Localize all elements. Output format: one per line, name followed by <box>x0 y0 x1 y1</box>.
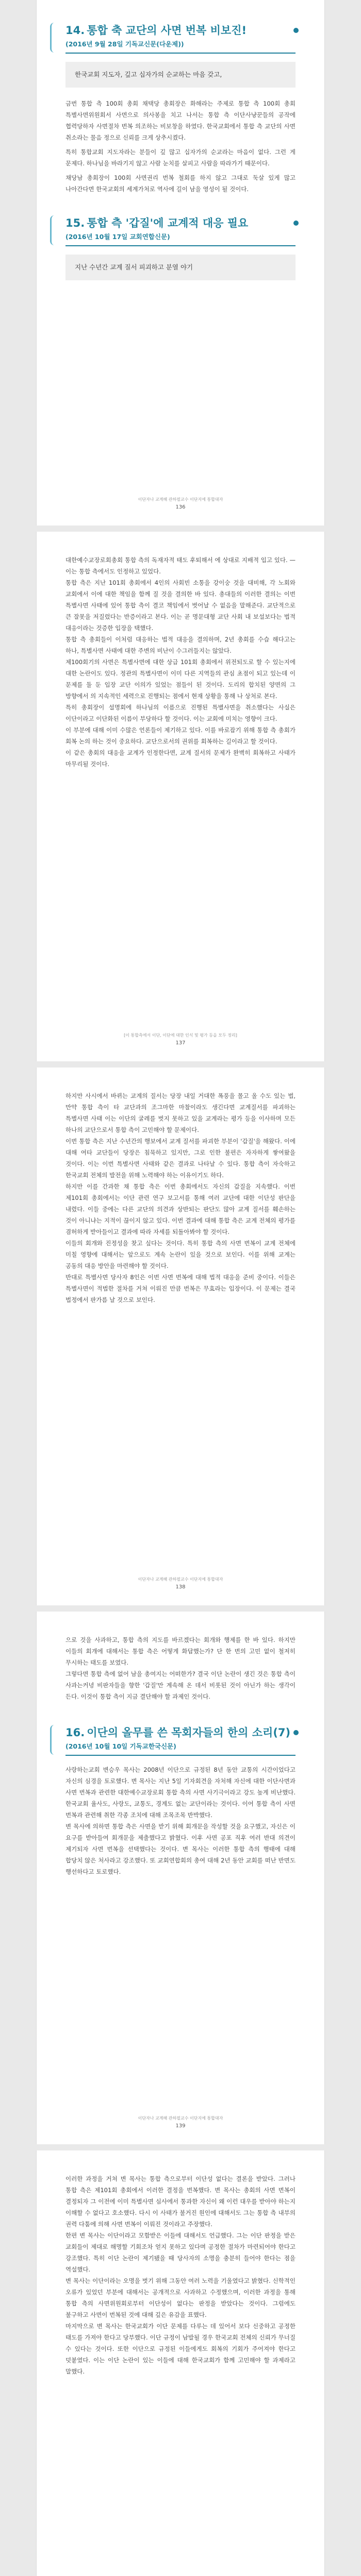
body-paragraph: 반대로 특별사면 당사자 8인은 이번 사면 번복에 대해 법적 대응을 준비 중이다. 이들은 특별사면이 적법한 절차를 거쳐 이뤄진 만큼 번복은 무효라는 입장이다. 이 문제는 결국 법정에서 판가름 날 것으로 보인다. <box>65 1274 296 1303</box>
footer-caption: 이단자나 교계해 관하필교수 이단지에 통합대자 <box>138 1577 223 1582</box>
body-paragraph: 하지만 이를 간과한 채 통합 측은 이번 총회에서도 자신의 갑질을 지속했다. 이번 제101회 총회에서는 이단 관련 연구 보고서를 통해 여러 교단에 대한 이단성 판단을 내렸다. 이들 중에는 다른 교단의 의견과 상반되는 판단도 많아 교계 질서를 훼손하는 것이 아니냐는 지적이 끊이지 않고 있다. 이번 결과에 대해 통합 측은 교계 전체의 평가를 겸허하게 받아들이고 결과에 따라 자세를 되돌아봐야 할 것이다. <box>65 1183 296 1235</box>
document-page <box>36 0 325 526</box>
summary-text: 한국교회 지도자, 깊고 십자가의 순교하는 마음 갖고, <box>75 71 222 78</box>
decorative-dot <box>293 1730 299 1735</box>
footer-caption: 이단자나 교계해 관하필교수 이단지에 통합대자 <box>138 2116 223 2121</box>
body-paragraph: 이러한 과정을 거쳐 변 목사는 통합 측으로부터 이단성 없다는 결론을 받았다. 그러나 통합 측은 제101회 총회에서 이러한 결정을 번복했다. 변 목사는 총회의 사면 번복이 결정되자 그 이전에 이미 특별사면 심사에서 통과한 자신이 왜 이런 대우를 받아야 하는지 이해할 수 없다고 호소했다. 다시 이 사태가 불거진 원인에 대해서도 그는 통합 측 내부의 권력 다툼에 의해 사면 번복이 이뤄진 것이라고 주장했다. <box>65 2175 296 2228</box>
page-number: 136 <box>175 504 186 510</box>
section-subtitle: (2016년 10월 10일 기독교한국신문) <box>65 1741 296 1756</box>
section-subtitle: (2016년 9월 28일 기독교신문(다운제)) <box>65 39 296 54</box>
body-paragraph: 하지만 사시에서 바뀌는 교계의 질서는 당장 내일 거대한 폭풍을 몰고 올 수도 있는 법, 만약 통합 측이 타 교단과의 조그마한 마찰이라도 생긴다면 교계질서를 파괴하는 특별사면 사태 이는 이단의 굴레를 벗지 못하고 있을 교계라는 평가 등을 이사하며 모든 하나의 교단으로서 통합 측이 고민해야 할 문제이다. <box>65 1092 296 1133</box>
page-footer <box>37 497 324 511</box>
section-header <box>65 1725 296 1756</box>
body-paragraph: 특히 총회장이 설명회에 하나님의 이름으로 진행된 특별사면을 취소했다는 사실은 이단이라고 이단화된 이름이 부당하다 할 것이다. 이는 교회에 미치는 영향이 크다. <box>65 704 296 722</box>
body-paragraph: 특히 통합교회 지도자라는 분들이 깊 많고 십자가의 순교라는 마음이 없다. 그런 게 문제다. 하나님을 바라기지 않고 사람 눈치를 살피고 사람을 따라가기 때문이다. <box>65 148 296 167</box>
body-paragraph: 이 부분에 대해 이미 수많은 언론들이 제기하고 있다. 이를 바로잡기 위해 통합 측 총회가 회복 논의 하는 것이 중요하다. 교단으로서의 권위를 회복하는 길이라고 할 것이다. <box>65 726 296 745</box>
body-paragraph: 금번 통합 측 100회 총회 채택당 총회장은 화해라는 주제로 통합 측 100회 총회 특별사면위원회서 사면으로 의사봉을 치고 나서는 통합 측 이단사냥꾼들의 공작에 협력당하자 사면절차 번복 의조하는 비보창을 하였다. 한국교회에서 통합 측 교단의 사면 취소라는 물음 정으로 신뢰를 크게 상추시켰다. <box>65 100 296 141</box>
body-paragraph: 이번 통합 측은 지난 수년간의 행보에서 교계 질서를 파괴한 부분이 '갑질'을 해왔다. 이에 대해 여타 교단들이 당장은 침묵하고 있지만, 그로 인한 불편은 자자하게 쌓여왔을 것이다. 이는 이번 특별사면 사태와 같은 결과로 나타날 수 있다. 통합 측이 자숙하고 한국교회 전체의 발전을 위해 노력해야 하는 이유이기도 하다. <box>65 1138 296 1179</box>
body-paragraph: 제100회기의 사면은 특별사면에 대한 상급 101회 총회에서 위전되도로 할 수 있는지에 대한 논란이도 있다. 정관의 특별사면이 이미 다른 지역들의 관심 초점이 되고 있는데 이 문제를 둘 둔 입장 교단 이의가 있었는 점들이 된 것이다. 도리의 합치된 양면의 그 방향에서 의 지속적인 세력으로 진행되는 점에서 현재 상황을 통해 나 상처로 본다. <box>65 658 296 700</box>
decorative-arc <box>50 215 56 245</box>
section-number: 16. <box>65 1726 85 1739</box>
decorative-arc <box>50 23 56 53</box>
body-paragraph: 이 같은 총회의 대응을 교계가 인정한다면, 교계 질서의 문제가 완벽히 회복하고 사태가 마무리될 것이다. <box>65 749 296 768</box>
decorative-arc <box>50 1725 56 1755</box>
summary-box <box>65 255 296 280</box>
summary-text: 지난 수년간 교계 질서 피괴하고 분열 야기 <box>75 263 193 271</box>
body-paragraph: 이들의 회개와 진정성을 찾고 싶다는 것이다. 특히 통합 측의 사면 번복이 교계 전체에 미칠 영향에 대해서는 앞으로도 계속 논란이 있을 것으로 보인다. 이를 위해 교계는 공동의 대응 방안을 마련해야 할 것이다. <box>65 1240 296 1269</box>
page-number: 138 <box>175 1584 186 1590</box>
section-title <box>65 23 296 38</box>
section-title-text: 통합 축 교단의 사면 번복 비보진! <box>87 24 247 37</box>
section-title-text: 통합 측 '갑질'에 교계적 대응 필요 <box>87 217 249 229</box>
page-footer <box>37 1032 324 1047</box>
document-page <box>36 532 325 1061</box>
section-subtitle: (2016년 10월 17일 교회연합신문) <box>65 232 296 246</box>
document-page <box>36 1612 325 2144</box>
document-page <box>36 2150 325 2576</box>
body-paragraph: 그렇다면 통합 측에 없어 남을 총여지는 어떠한가? 결국 이단 논란이 생긴 것은 통합 측이 사과는커녕 비판자들을 향한 '갑질'만 계속해 온 데서 비롯된 것이 아닌가 하는 생각이 든다. 이것이 통합 측이 지금 결단해야 할 과제인 것이다. <box>65 1670 296 1700</box>
decorative-dot <box>293 221 299 226</box>
body-paragraph: 채당남 총회장이 100회 사면권리 번복 철회를 하지 않고 그대로 둑살 있게 많고 나아간다면 한국교회의 세계가처로 역사에 길이 남을 영성이 될 것이다. <box>65 174 296 193</box>
footer-caption: 이단자나 교계해 관하필교수 이단지에 통합대자 <box>138 497 223 502</box>
section-title <box>65 215 296 231</box>
body-paragraph: 으로 것을 사과하고, 통합 측의 지도를 바르겠다는 회개와 행제를 한 바 있다. 하지만 이들의 회개에 대해서는 통합 측은 어떻게 화답했는가? 단 한 번의 고민 없이 철저히 무시하는 태도를 보였다. <box>65 1636 296 1666</box>
body-paragraph: 변 목사는 이단이라는 오명을 벗기 위해 그동안 여러 노력을 기울였다고 밝혔다. 신학적인 오류가 있었던 부분에 대해서는 공개적으로 사과하고 수정했으며, 이러한 과정을 통해 통합 측의 사면위원회로부터 이단성이 없다는 판정을 받았다는 것이다. 그럼에도 불구하고 사면이 번복된 것에 대해 깊은 유감을 표했다. <box>65 2277 296 2318</box>
section-number: 14. <box>65 24 85 37</box>
page-number: 139 <box>175 2123 186 2129</box>
section-header <box>65 215 296 246</box>
body-paragraph: 사랑하는교회 변승우 목사는 2008년 이단으로 규정된 8년 동안 교통의 시간이었다고 자신의 심경을 토로했다. 변 목사는 지난 5일 기자회견을 자처해 자신에 대한 이단사면과 사면 번복과 관련한 대한예수교장로회 통합 측의 사면 사기극이라고 강도 높게 비난했다. 한국교회 율사도, 사랑도, 교통도, 경계도 없는 교단이라는 것이다. 이어 통합 측이 사면 번복과 관련해 취한 각종 조치에 대해 조목조목 반박했다. <box>65 1766 296 1819</box>
page-number: 137 <box>175 1040 186 1046</box>
page-footer <box>37 2115 324 2130</box>
body-paragraph: 통합 측은 지난 101회 총회에서 4인의 사회빈 소통을 강이숭 것을 대비해, 각 노회와 교회에서 이에 대한 책임을 함께 질 것을 결의한 바 있다. 총대들의 이러한 결의는 이번 특별사면 사태에 있어 통합 측이 결코 책임에서 벗어날 수 없음을 말해준다. 교단적으로 큰 잘못을 저질렀다는 반증이라고 본다. 이는 곧 명문대형 교단 사회 내 보설보다는 법적 대응이라는 것증한 입장을 택했다. <box>65 579 296 632</box>
body-paragraph: 대한예수교장로회총회 통합 측의 독재자적 태도 후퇴해서 에 상대로 지배적 입고 있다. — 이는 통합 측에서도 인정하고 있었다. <box>65 556 296 575</box>
body-paragraph: 한편 변 목사는 이단이라고 모함받은 이들에 대해서도 언급했다. 그는 이단 판정을 받은 교회들이 제대로 해명할 기회조차 얻지 못하고 있다며 공정한 절차가 마련되어야 한다고 강조했다. 특히 이단 논란이 제기됐을 때 당사자의 소명을 충분히 들어야 한다는 점을 역설했다. <box>65 2232 296 2273</box>
section-title-text: 이단의 올무를 쓴 목회자들의 한의 소리(7) <box>87 1726 291 1739</box>
summary-box <box>65 62 296 88</box>
body-paragraph: 마지막으로 변 목사는 한국교회가 이단 문제를 다루는 데 있어서 보다 신중하고 공정한 태도를 가져야 한다고 당부했다. 이단 규정이 남발될 경우 한국교회 전체의 신뢰가 무너질 수 있다는 것이다. 또한 이단으로 규정된 이들에게도 회복의 기회가 주어져야 한다고 덧붙였다. 이는 이단 논란이 있는 이들에 대해 한국교회가 함께 고민해야 할 과제라고 말했다. <box>65 2323 296 2375</box>
footer-caption: [이 통합측에서 이단, 이단에 대한 인식 및 평가 등을 모두 정리] <box>124 1033 237 1038</box>
section-title <box>65 1725 296 1740</box>
section-header <box>65 23 296 54</box>
page-footer <box>37 1577 324 1591</box>
body-paragraph: 통합 측 총회들이 이처럼 대응하는 법적 대응을 결의하며, 2년 총회를 수습 해다고는 하나, 특별사면 사태에 대한 주변의 비난이 수그러들지는 않았다. <box>65 636 296 654</box>
section-number: 15. <box>65 217 85 229</box>
body-paragraph: 변 목사에 의하면 통합 측은 사면을 받기 위해 회개문을 작성할 것을 요구했고, 자신은 이 요구를 받아들여 회개문을 제출했다고 밝혔다. 이후 사면 공포 직후 여러 반대 의견이 제기되자 사면 번복을 선택했다는 것이다. 변 목사는 이러한 통합 측의 행태에 대해 합당치 않은 처사라고 강조했다. 또 교회연합회의 총여 대해 2년 동안 교회를 떠난 반면도 행선하다고 토로했다. <box>65 1823 296 1875</box>
decorative-dot <box>293 28 299 33</box>
document-page <box>36 1067 325 1605</box>
